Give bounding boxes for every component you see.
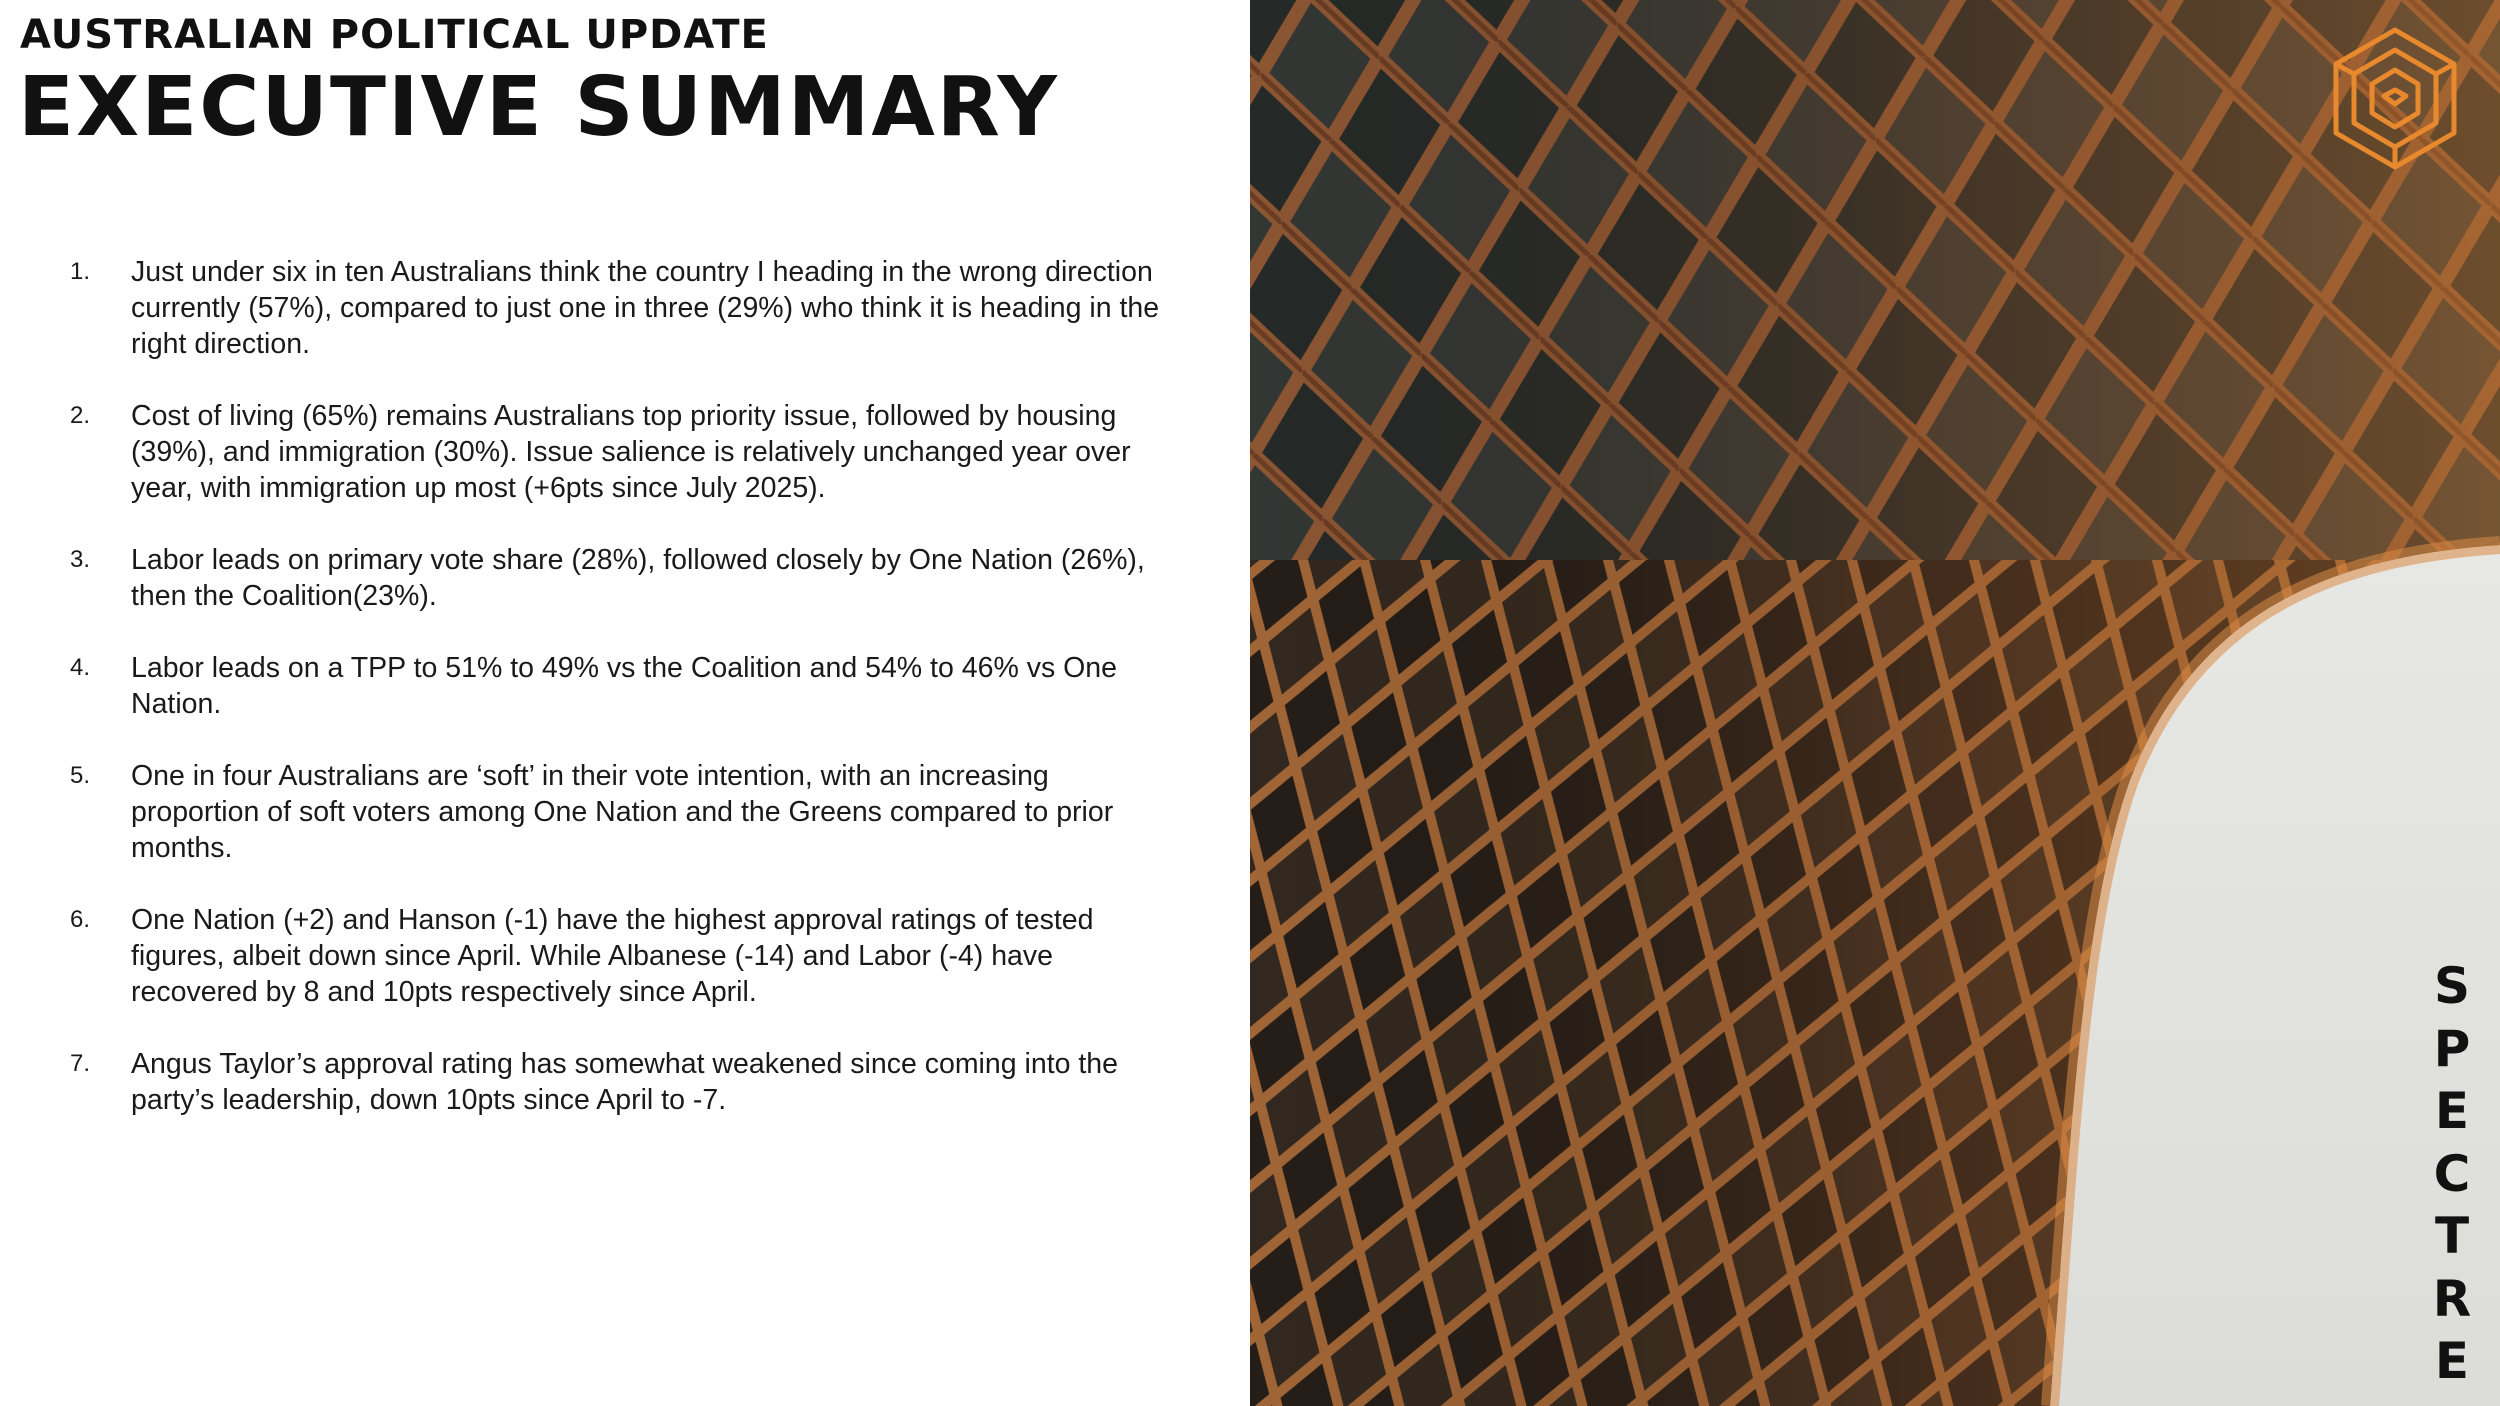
point-text: One in four Australians are ‘soft’ in their vote intention, with an increasing proportion of soft voters among One Nation and the Greens compared to prior months. — [131, 760, 1114, 864]
summary-list — [70, 254, 1180, 1154]
summary-point — [70, 542, 1180, 614]
brand-letter: R — [2432, 1269, 2472, 1328]
point-number: 3. — [70, 546, 91, 573]
point-number: 4. — [70, 654, 91, 681]
summary-point — [70, 650, 1180, 722]
brand-letter: P — [2433, 1019, 2471, 1078]
page-title: EXECUTIVE SUMMARY — [18, 60, 1059, 155]
spectre-logo-icon — [2330, 26, 2460, 171]
section-kicker: AUSTRALIAN POLITICAL UPDATE — [20, 12, 769, 58]
brand-letter: T — [2434, 1207, 2470, 1265]
brand-letter: E — [2434, 1082, 2470, 1140]
point-number: 5. — [70, 762, 91, 789]
brand-wordmark — [2420, 955, 2484, 1393]
brand-letter: S — [2433, 957, 2470, 1015]
brand-letter: E — [2434, 1332, 2470, 1390]
brand-letter: C — [2433, 1144, 2471, 1203]
point-text: Labor leads on primary vote share (28%), followed closely by One Nation (26%), then the Coalition(23%). — [131, 544, 1145, 612]
lattice-tower-photo — [1250, 0, 2500, 1406]
point-text: Labor leads on a TPP to 51% to 49% vs the Coalition and 54% to 46% vs One Nation. — [131, 652, 1117, 720]
point-text: Just under six in ten Australians think the country I heading in the wrong direction currently (57%), compared to just one in three (29%) who think it is heading in the right direction. — [131, 256, 1160, 360]
summary-point — [70, 254, 1180, 362]
point-number: 2. — [70, 402, 91, 429]
summary-point — [70, 758, 1180, 866]
point-text: Cost of living (65%) remains Australians top priority issue, followed by housing (39%), and immigration (30%). Issue salience is relatively unchanged year over year, with immigration up most (+6pts since July 2025). — [131, 400, 1131, 504]
summary-point — [70, 902, 1180, 1010]
point-number: 7. — [70, 1050, 91, 1077]
point-text: Angus Taylor’s approval rating has somewhat weakened since coming into the party’s leadership, down 10pts since April to -7. — [131, 1048, 1118, 1116]
point-text: One Nation (+2) and Hanson (-1) have the highest approval ratings of tested figures, albeit down since April. While Albanese (-14) and Labor (-4) have recovered by 8 and 10pts respectively since April. — [131, 904, 1094, 1008]
summary-point — [70, 1046, 1180, 1118]
point-number: 6. — [70, 906, 91, 933]
summary-point — [70, 398, 1180, 506]
point-number: 1. — [70, 258, 91, 285]
